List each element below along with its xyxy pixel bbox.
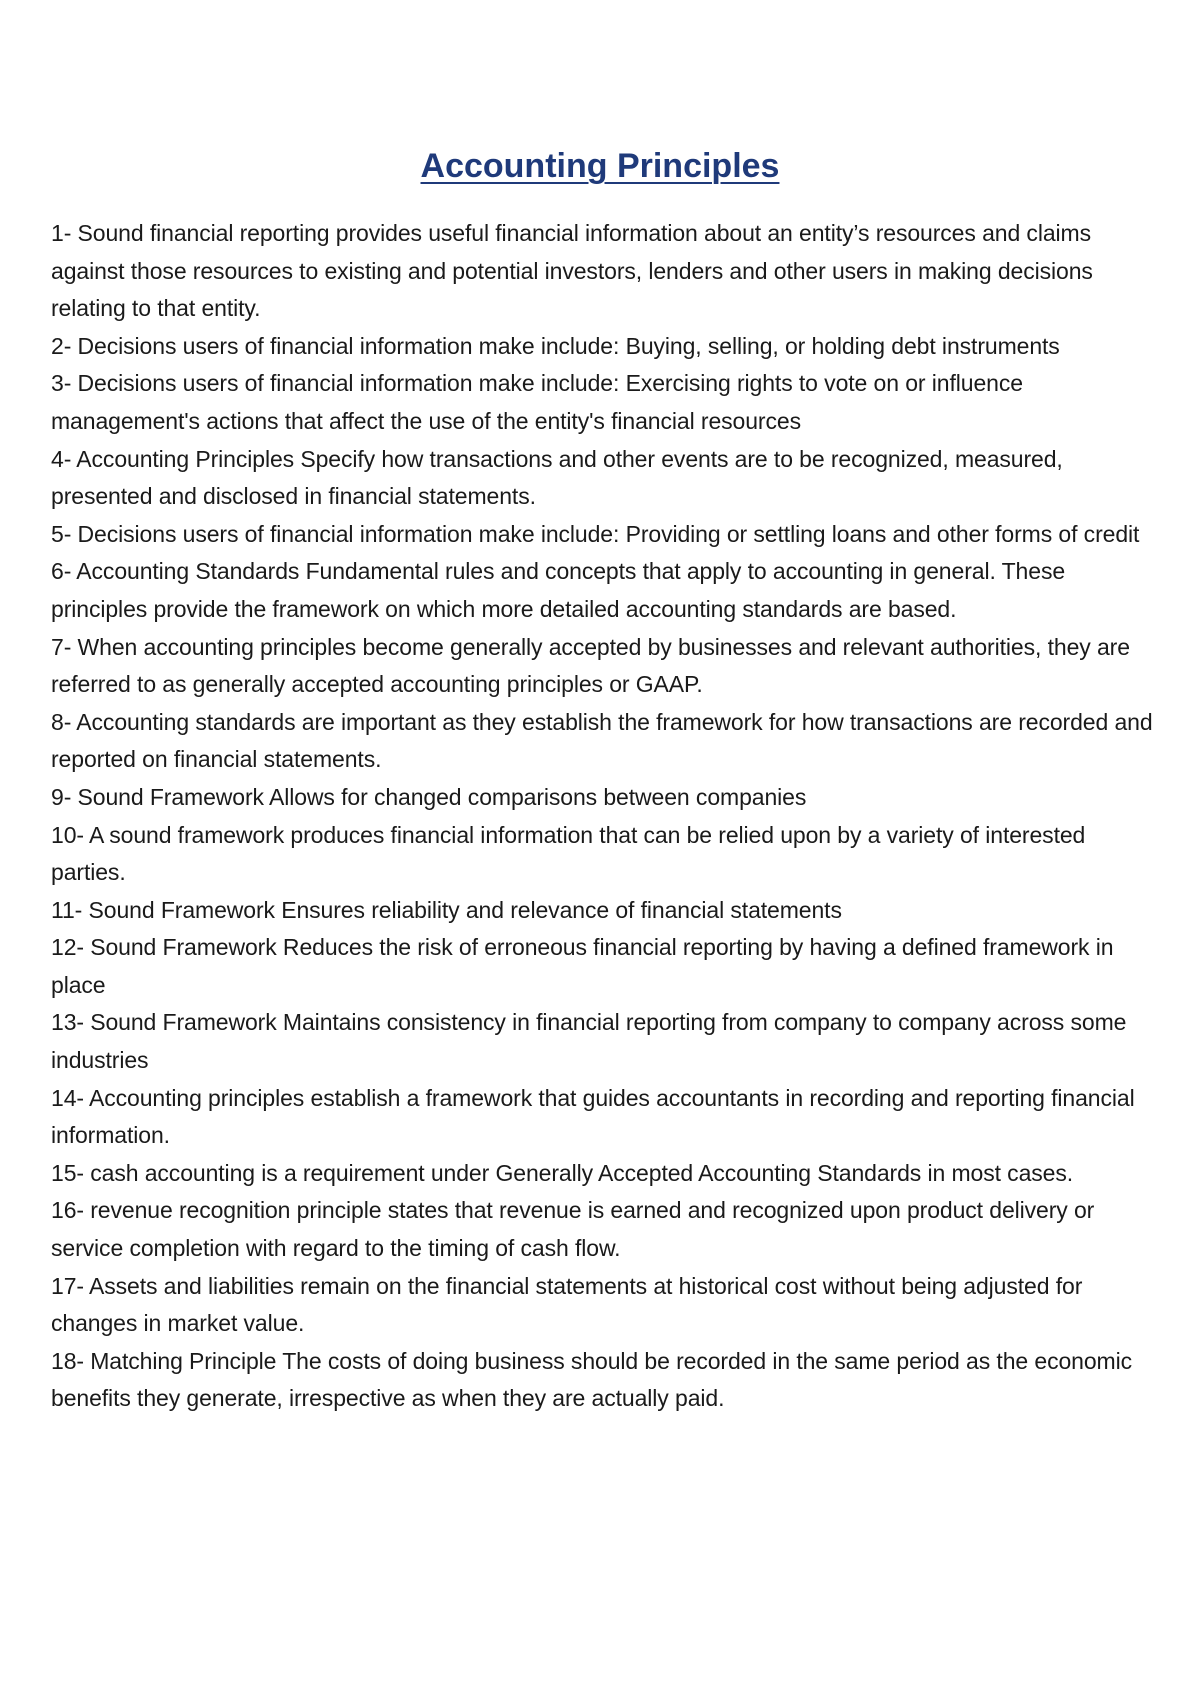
principle-item-18: 18- Matching Principle The costs of doing business should be recorded in the same period as the economic benefits they generate, irrespective as when they are actually paid. [51, 1347, 1133, 1412]
principle-item-10: 10- A sound framework produces financial information that can be relied upon by a variety of interested parties. [51, 821, 1086, 886]
principle-item-15: 15- cash accounting is a requirement under Generally Accepted Accounting Standards in most cases. [51, 1159, 1074, 1186]
principle-item-11: 11- Sound Framework Ensures reliability and relevance of financial statements [51, 896, 842, 923]
principle-item-14: 14- Accounting principles establish a framework that guides accountants in recording and reporting financial information. [51, 1084, 1135, 1149]
principle-item-9: 9- Sound Framework Allows for changed comparisons between companies [51, 783, 807, 810]
principle-item-17: 17- Assets and liabilities remain on the financial statements at historical cost without being adjusted for changes in market value. [51, 1272, 1083, 1337]
principle-item-3: 3- Decisions users of financial information make include: Exercising rights to vote on or influence management's actions that affect the use of the entity's financial resources [51, 370, 1023, 434]
principle-item-6: 6- Accounting Standards Fundamental rules and concepts that apply to accounting in general. These principles provide the framework on which more detailed accounting standards are based. [51, 558, 1066, 622]
principle-item-2: 2- Decisions users of financial information make include: Buying, selling, or holding debt instruments [51, 332, 1060, 359]
principle-item-16: 16- revenue recognition principle states that revenue is earned and recognized upon product delivery or service completion with regard to the timing of cash flow. [51, 1197, 1095, 1262]
principles-list [51, 215, 1161, 1418]
page-title: Accounting Principles [420, 147, 780, 185]
principle-item-1: 1- Sound financial reporting provides useful financial information about an entity’s resources and claims against those resources to existing and potential investors, lenders and other users in making decisions relating to that entity. [51, 220, 1093, 322]
principle-item-8: 8- Accounting standards are important as they establish the framework for how transactions are recorded and reported on financial statements. [51, 708, 1153, 773]
principle-item-12: 12- Sound Framework Reduces the risk of erroneous financial reporting by having a defined framework in place [51, 934, 1114, 998]
principle-item-7: 7- When accounting principles become generally accepted by businesses and relevant authorities, they are referred to as generally accepted accounting principles or GAAP. [51, 633, 1130, 698]
principle-item-5: 5- Decisions users of financial information make include: Providing or settling loans and other forms of credit [51, 520, 1140, 547]
principle-item-13: 13- Sound Framework Maintains consistency in financial reporting from company to company across some industries [51, 1009, 1127, 1074]
principle-item-4: 4- Accounting Principles Specify how transactions and other events are to be recognized, measured, presented and disclosed in financial statements. [51, 445, 1063, 510]
